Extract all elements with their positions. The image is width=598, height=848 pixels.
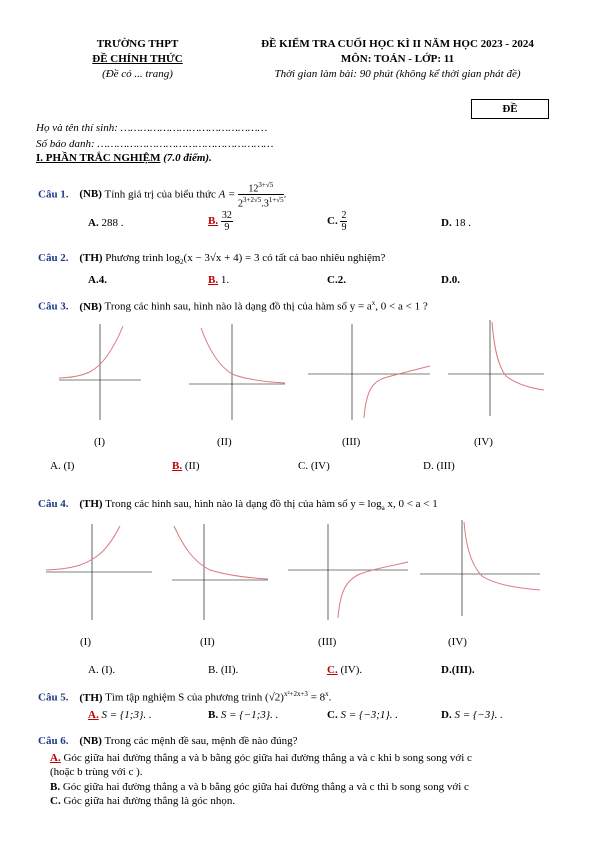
q3-option-d[interactable]: D. (III) [423, 460, 455, 472]
q3-label-4: (IV) [474, 436, 493, 448]
official-label: ĐỀ CHÍNH THỨC [92, 53, 183, 65]
q4-graph-2 [170, 522, 270, 622]
q6-option-a[interactable]: A. Góc giữa hai đường thẳng a và b bằng góc giữa hai đường thẳng a và c khi b song song với c [50, 752, 472, 764]
q4-label-4: (IV) [448, 636, 467, 648]
q1-option-b[interactable]: B. $\frac{32}{9}$ [208, 210, 232, 233]
section-name: I. PHẦN TRẮC NGHIỆM [36, 152, 161, 164]
q2-option-a[interactable]: A.4. [88, 274, 107, 286]
subject-title: MÔN: TOÁN - LỚP: 11 [340, 53, 455, 65]
q4-label-3: (III) [318, 636, 337, 648]
q4-option-b[interactable]: B. (II). [208, 664, 239, 676]
q4-graph-4 [418, 518, 542, 618]
q1-lhs: A = [218, 188, 236, 201]
q4-option-d[interactable]: D.(III). [441, 664, 475, 676]
q5-option-b[interactable]: B. S = {−1;3}. . [208, 709, 279, 721]
question-1: Câu 1. (NB) Tính giá trị của biểu thức A = $\frac{12^{3+√5}}{2^{3+2√5}.3^{1+√5}}$ . [38, 181, 287, 210]
q6-option-a-cont: (hoặc b trùng với c ). [50, 766, 143, 778]
q6-option-c[interactable]: C. Góc giữa hai đường thẳng là góc nhọn. [50, 795, 236, 807]
q1-option-d[interactable]: D. 18 . [441, 217, 471, 229]
exam-code-box: ĐỀ [471, 99, 549, 119]
q3-label-3: (III) [342, 436, 361, 448]
section-points: (7.0 điểm). [163, 152, 212, 164]
q1-option-a[interactable]: A. 288 . [88, 217, 124, 229]
q5-option-a[interactable]: A. S = {1;3}. . [88, 709, 152, 721]
exam-time: Thời gian làm bài: 90 phút (không kể thời gian phát đề) [274, 68, 521, 80]
q4-option-a[interactable]: A. (I). [88, 664, 116, 676]
q1-level: (NB) [79, 188, 102, 201]
pages-note: (Đề có ... trang) [102, 68, 173, 80]
q1-number: Câu 1. [38, 188, 69, 201]
q2-option-d[interactable]: D.0. [441, 274, 460, 286]
q6-option-b[interactable]: B. Góc giữa hai đường thẳng a và b bằng góc giữa hai đường thẳng a và c thì b song song với c [50, 781, 469, 793]
q4-graph-1 [44, 522, 154, 622]
q2-option-b[interactable]: B. 1. [208, 274, 230, 286]
q2-option-c[interactable]: C.2. [327, 274, 346, 286]
q3-graph-1 [57, 322, 143, 422]
q3-option-c[interactable]: C. (IV) [298, 460, 330, 472]
q1-option-c[interactable]: C. $\frac{2}{9}$ [327, 210, 347, 233]
q1-fraction: $\frac{12^{3+√5}}{2^{3+2√5}.3^{1+√5}}$ [238, 181, 284, 210]
question-3: Câu 3. (NB) Trong các hình sau, hình nào là dạng đồ thị của hàm số $y = a^x$, 0 < a < 1 ? [38, 299, 428, 313]
q3-graph-2 [187, 322, 287, 422]
q3-graph-4 [446, 318, 546, 418]
student-name-field: Họ và tên thí sinh: ……………………………………… [36, 122, 268, 134]
question-5: Câu 5. (TH) Tìm tập nghiệm S của phương trình $(√2)^{x^2+2x+3} = 8^x$. [38, 690, 332, 704]
q3-graph-3 [306, 322, 432, 422]
q3-label-2: (II) [217, 436, 232, 448]
q5-option-c[interactable]: C. S = {−3;1}. . [327, 709, 399, 721]
q4-label-1: (I) [80, 636, 91, 648]
section-title [36, 152, 212, 164]
q3-label-1: (I) [94, 436, 105, 448]
q4-graph-3 [286, 522, 410, 622]
student-id-field: Số báo danh: ……………………………………………… [36, 138, 274, 150]
question-4: Câu 4. (TH) Trong các hình sau, hình nào là dạng đồ thị của hàm số $y = \log_a x$, 0 < a < 1 [38, 498, 438, 513]
q3-option-b[interactable]: B. (II) [172, 460, 200, 472]
exam-title: ĐỀ KIỂM TRA CUỐI HỌC KÌ II NĂM HỌC 2023 - 2024 [261, 38, 534, 50]
school-name: TRƯỜNG THPT [96, 38, 179, 50]
q3-option-a[interactable]: A. (I) [50, 460, 75, 472]
question-6: Câu 6. (NB) Trong các mệnh đề sau, mệnh đề nào đúng? [38, 735, 298, 747]
q5-option-d[interactable]: D. S = {−3}. . [441, 709, 503, 721]
q4-label-2: (II) [200, 636, 215, 648]
q1-text: Tính giá trị của biểu thức [104, 188, 216, 201]
q4-option-c[interactable]: C. (IV). [327, 664, 363, 676]
question-2: Câu 2. (TH) Phương trình $\log_2(x - 3√x + 4) = 3$ có tất cả bao nhiêu nghiệm? [38, 252, 386, 267]
